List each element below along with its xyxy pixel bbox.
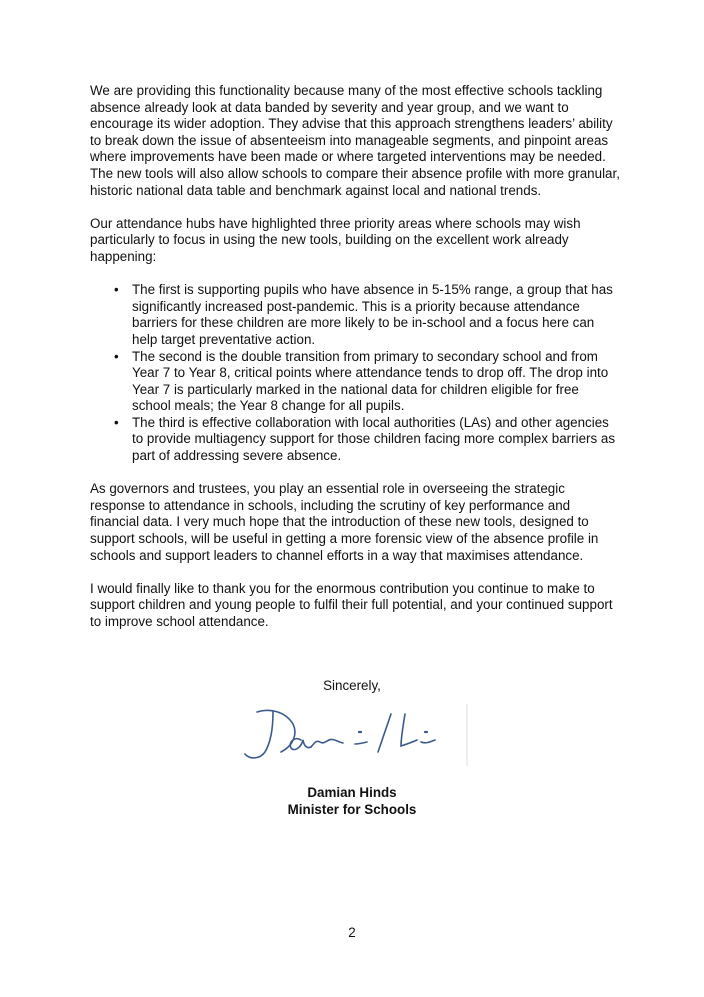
list-item-priority-2: • The second is the double transition from primary to secondary school and from Year 7 to Year 8, critical points where attendance tends to drop off. The drop into Year 7 is particularly marked in the national data for children eligible for free school meals; the Year 8 change for all pupils.: [132, 349, 620, 415]
sign-off: Sincerely,: [323, 678, 381, 693]
signatory-name: Damian Hinds: [307, 785, 397, 800]
signatory-role: Minister for Schools: [287, 802, 417, 817]
paragraph-attendance-hubs: Our attendance hubs have highlighted three priority areas where schools may wish particularly to focus in using the new tools, building on the excellent work already happening:: [90, 215, 581, 264]
list-item-priority-3: • The third is effective collaboration with local authorities (LAs) and other agencies to provide multiagency support for those children facing more complex barriers as part of addressing severe absence.: [132, 415, 620, 465]
list-item-priority-1: • The first is supporting pupils who have absence in 5-15% range, a group that has significantly increased post-pandemic. This is a priority because attendance barriers for these children are more likely to be in-school and a focus here can help target preventative action.: [132, 282, 620, 348]
handwritten-signature: [235, 702, 469, 768]
letter-body: [90, 83, 620, 647]
paragraph-closing-thanks: I would finally like to thank you for the enormous contribution you continue to make to support children and young people to fulfil their full potential, and your continued support to improve school attendance.: [90, 580, 613, 629]
page-number: 2: [348, 925, 356, 940]
paragraph-data-banding: We are providing this functionality because many of the most effective schools tackling absence already look at data banded by severity and year group, and we want to encourage its wider adoption. They advise that this approach strengthens leaders’ ability to break down the issue of absenteeism into manageable segments, and pinpoint areas where improvements have been made or where targeted interventions may be needed. The new tools will also allow schools to compare their absence profile with more granular, historic national data table and benchmark against local and national trends.: [90, 83, 620, 198]
priority-areas-list: [90, 282, 620, 465]
paragraph-governors-role: As governors and trustees, you play an essential role in overseeing the strategic response to attendance in schools, including the scrutiny of key performance and financial data. I very much hope that the introduction of these new tools, designed to support schools, will be useful in getting a more forensic view of the absence profile in schools and support leaders to channel efforts in a way that maximises attendance.: [90, 481, 599, 563]
